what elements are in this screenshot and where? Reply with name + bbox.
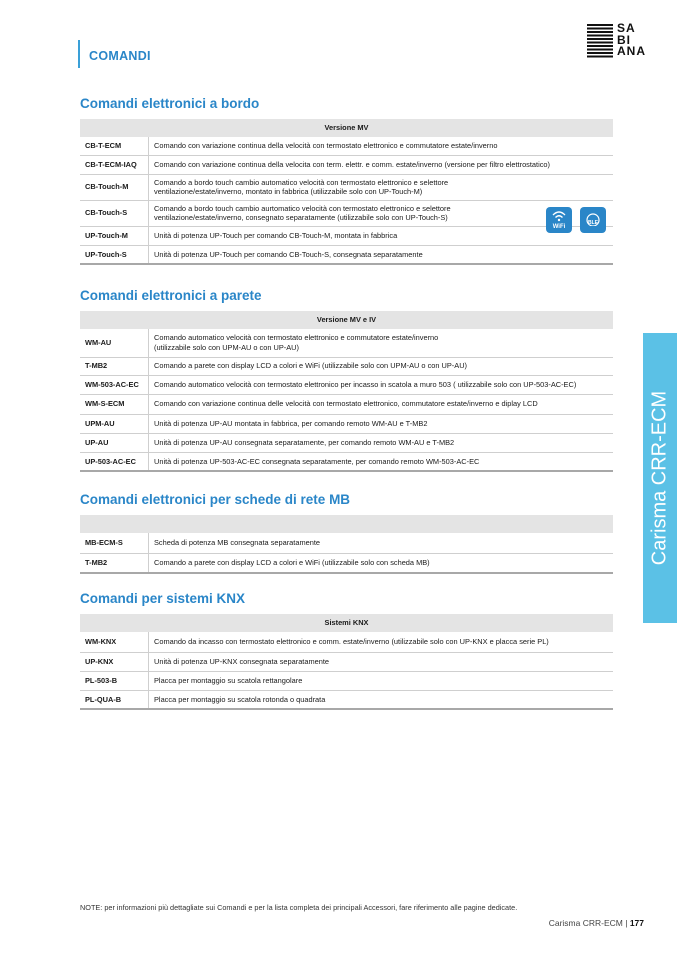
brand-logo — [587, 21, 649, 62]
product-code: T-MB2 — [80, 553, 149, 573]
product-code: WM-AU — [80, 329, 149, 357]
table-row — [80, 137, 613, 155]
product-description: Comando a parete con display LCD a colori e WiFi (utilizzabile solo con scheda MB) — [149, 553, 614, 573]
bluetooth-badge — [580, 207, 606, 233]
section-title-schede-mb: Comandi elettronici per schede di rete MB — [80, 492, 351, 507]
table-a-parete — [80, 311, 613, 472]
table-row — [80, 174, 613, 200]
product-description: Comando a parete con display LCD a colori e WiFi (utilizzabile solo con UPM-AU o con UP-AU) — [149, 357, 614, 375]
table-schede-mb — [80, 515, 613, 574]
side-chapter-tab — [643, 333, 677, 623]
product-description: Unità di potenza UP-AU consegnata separatamente, per comando remoto WM-AU e T-MB2 — [149, 433, 614, 452]
product-description: Comando con variazione continua della velocità con termostato elettronico e commutatore estate/inverno — [149, 137, 614, 155]
product-code: PL-503-B — [80, 671, 149, 690]
product-description — [149, 329, 614, 357]
product-code: T-MB2 — [80, 357, 149, 375]
product-code: UP-Touch-M — [80, 226, 149, 245]
product-code: UP-AU — [80, 433, 149, 452]
product-description: Unità di potenza UP-KNX consegnata separatamente — [149, 652, 614, 671]
table-row — [80, 375, 613, 394]
page-header-title: COMANDI — [89, 49, 151, 63]
product-description: Placca per montaggio su scatola rotonda o quadrata — [149, 690, 614, 709]
connectivity-badges — [546, 207, 608, 233]
product-code: MB-ECM-S — [80, 533, 149, 553]
table-header-row — [80, 119, 613, 137]
footer-label: Carisma CRR-ECM — [548, 918, 623, 928]
description-line: ventilazione/estate/inverno, montato in fabbrica (utilizzabile solo con UP-Touch-M) — [154, 187, 423, 196]
table-knx — [80, 614, 613, 710]
product-description: Comando automatico velocità con termostato elettronico per incasso in scatola a muro 503 ( utilizzabile solo con UP-503-AC-EC) — [149, 375, 614, 394]
product-description: Unità di potenza UP-Touch per comando CB-Touch-M, montata in fabbrica — [149, 226, 614, 245]
table-row — [80, 329, 613, 357]
product-description: Unità di potenza UP-Touch per comando CB-Touch-S, consegnata separatamente — [149, 245, 614, 264]
table-row — [80, 553, 613, 573]
product-code: CB-T-ECM-IAQ — [80, 155, 149, 174]
section-title-knx: Comandi per sistemi KNX — [80, 591, 246, 606]
description-line: Comando a bordo touch cambio aurtomatico velocità con termostato elettronico e selettore — [154, 203, 451, 213]
side-tab-label: Carisma CRR-ECM — [648, 390, 671, 566]
section-title-a-parete: Comandi elettronici a parete — [80, 288, 262, 303]
product-description — [149, 174, 614, 200]
product-code: WM-KNX — [80, 632, 149, 652]
description-line: Comando automatico velocità con termostato elettronico e commutatore estate/inverno — [154, 333, 439, 343]
product-description: Unità di potenza UP-AU montata in fabbrica, per comando remoto WM-AU e T-MB2 — [149, 414, 614, 433]
product-code: PL-QUA-B — [80, 690, 149, 709]
product-code: WM-S-ECM — [80, 394, 149, 414]
product-description: Placca per montaggio su scatola rettangolare — [149, 671, 614, 690]
table-row — [80, 632, 613, 652]
ble-badge-label: BLE — [588, 220, 598, 226]
wifi-badge-label: WiFi — [552, 224, 566, 230]
table-row — [80, 433, 613, 452]
table-row — [80, 690, 613, 709]
product-description — [149, 200, 614, 226]
table-row — [80, 671, 613, 690]
product-description: Comando con variazione continua della velocita con term. elettr. e comm. estate/inverno (versione per filtro elettrostatico) — [149, 155, 614, 174]
table-row — [80, 200, 613, 226]
logo-stripes — [587, 24, 613, 59]
logo-letters-2: BI — [617, 32, 631, 47]
page-footer — [549, 918, 644, 928]
product-description: Scheda di potenza MB consegnata separatamente — [149, 533, 614, 553]
table-header-cell: Sistemi KNX — [80, 614, 613, 632]
product-description: Unità di potenza UP-503-AC-EC consegnata separatamente, per comando remoto WM-503-AC-EC — [149, 452, 614, 471]
logo-letters-1: SA — [617, 21, 636, 35]
table-a-bordo — [80, 119, 613, 265]
product-code: UP-Touch-S — [80, 245, 149, 264]
table-header-cell — [80, 515, 613, 533]
header-accent-bar — [78, 40, 80, 68]
footnote: NOTE: per informazioni più dettagliate sui Comandi e per la lista completa dei principali Accessori, fare riferimento alle pagine dedicate. — [80, 903, 518, 912]
table-row — [80, 452, 613, 471]
wifi-icon — [551, 210, 567, 222]
description-line: (utilizzabile solo con UPM-AU o con UP-AU) — [154, 342, 299, 352]
footer-separator: | — [625, 918, 628, 928]
product-description: Comando con variazione continua delle velocità con termostato elettronico, commutatore estate/inverno e diplay LCD — [149, 394, 614, 414]
logo-wordmark — [617, 23, 649, 58]
table-row — [80, 652, 613, 671]
product-code: UP-503-AC-EC — [80, 452, 149, 471]
wifi-badge — [546, 207, 572, 233]
table-row — [80, 226, 613, 245]
table-header-cell: Versione MV e IV — [80, 311, 613, 329]
table-row — [80, 533, 613, 553]
table-row — [80, 357, 613, 375]
table-header-row — [80, 515, 613, 533]
product-code: CB-T-ECM — [80, 137, 149, 155]
table-row — [80, 414, 613, 433]
product-code: UP-KNX — [80, 652, 149, 671]
section-title-a-bordo: Comandi elettronici a bordo — [80, 96, 260, 111]
table-header-cell: Versione MV — [80, 119, 613, 137]
product-code: UPM-AU — [80, 414, 149, 433]
description-line: Comando a bordo touch cambio automatico velocità con termostato elettronico e selettore — [154, 177, 449, 187]
product-description: Comando da incasso con termostato elettronico e comm. estate/inverno (utilizzabile solo con UP-KNX e placca serie PL) — [149, 632, 614, 652]
product-code: WM-503-AC-EC — [80, 375, 149, 394]
logo-letters-3: ANA — [617, 44, 646, 58]
description-line: ventilazione/estate/inverno, consegnato separatamente (utilizzabile solo con UP-Touch-S) — [154, 213, 448, 222]
table-row — [80, 394, 613, 414]
table-row — [80, 155, 613, 174]
product-code: CB-Touch-M — [80, 174, 149, 200]
page-number: 177 — [629, 918, 644, 928]
table-row — [80, 245, 613, 264]
table-header-row — [80, 311, 613, 329]
table-header-row — [80, 614, 613, 632]
product-code: CB-Touch-S — [80, 200, 149, 226]
